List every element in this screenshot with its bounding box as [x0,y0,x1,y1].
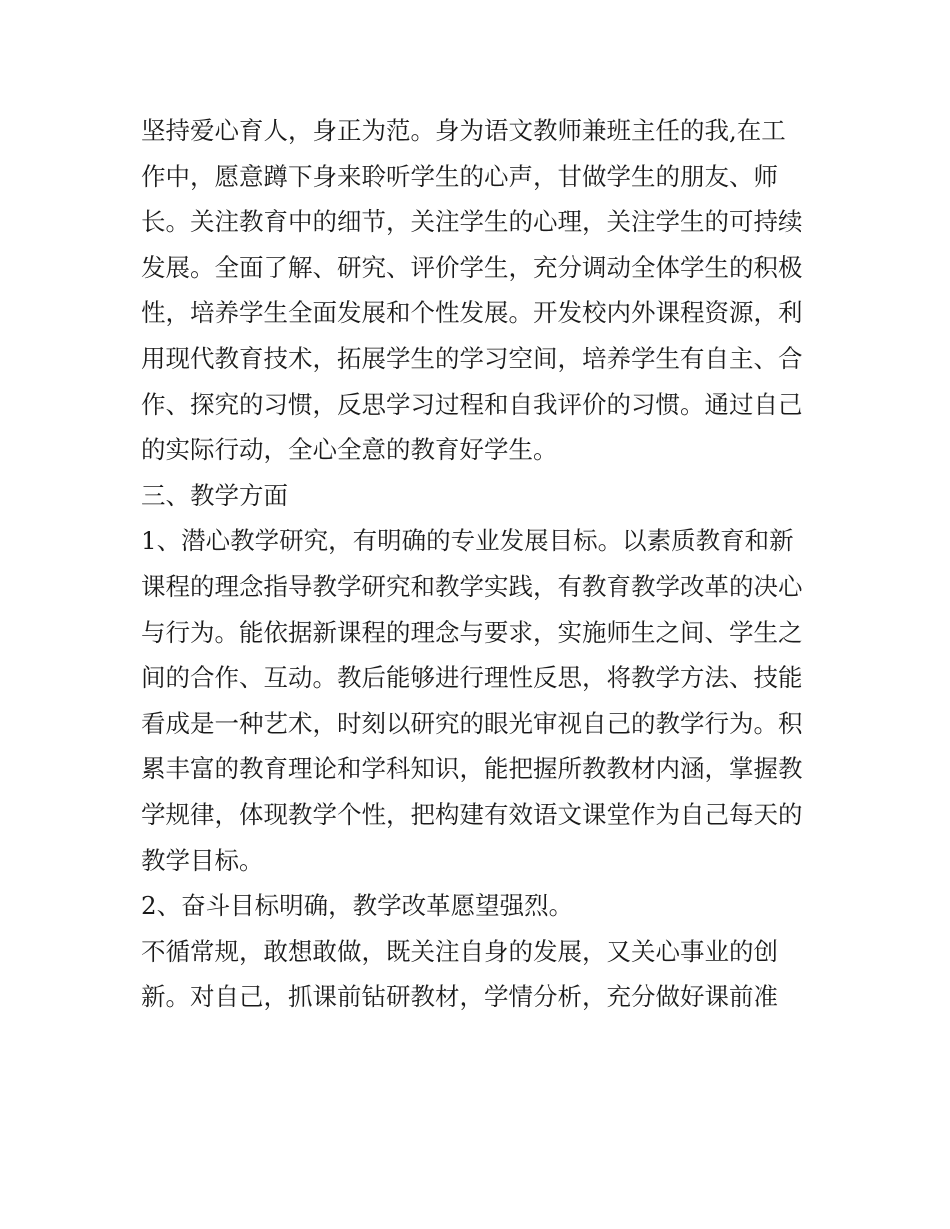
text-line: 长。关注教育中的细节，关注学生的心理，关注学生的可持续 [141,207,803,237]
text-line: 间的合作、互动。教后能够进行理性反思，将教学方法、技能 [141,663,803,693]
text-line: 性，培养学生全面发展和个性发展。开发校内外课程资源，利 [141,298,803,328]
text-line: 累丰富的教育理论和学科知识，能把握所教教材内涵，掌握教 [141,754,803,784]
text-line: 1、潜心教学研究，有明确的专业发展目标。以素质教育和新 [141,526,794,556]
text-line: 新。对自己，抓课前钻研教材，学情分析，充分做好课前准 [141,982,778,1012]
text-line: 不循常规，敢想敢做，既关注自身的发展，又关心事业的创 [141,936,778,966]
text-line: 的实际行动，全心全意的教育好学生。 [141,435,558,465]
text-line: 2、奋斗目标明确，教学改革愿望强烈。 [141,891,574,921]
text-line: 教学目标。 [141,845,264,875]
text-line: 与行为。能依据新课程的理念与要求，实施师生之间、学生之 [141,617,803,647]
text-line: 看成是一种艺术，时刻以研究的眼光审视自己的教学行为。积 [141,708,803,738]
document-body [141,108,821,1020]
text-line: 用现代教育技术，拓展学生的学习空间，培养学生有自主、合 [141,343,803,373]
text-line: 发展。全面了解、研究、评价学生，充分调动全体学生的积极 [141,252,803,282]
text-line: 作、探究的习惯，反思学习过程和自我评价的习惯。通过自己 [141,389,803,419]
section-heading: 三、教学方面 [141,480,288,510]
text-line: 课程的理念指导教学研究和教学实践，有教育教学改革的决心 [141,571,803,601]
text-line: 坚持爱心育人，身正为范。身为语文教师兼班主任的我,在工 [141,116,786,145]
text-line: 作中，愿意蹲下身来聆听学生的心声，甘做学生的朋友、师 [141,161,778,191]
text-line: 学规律，体现教学个性，把构建有效语文课堂作为自己每天的 [141,799,803,829]
